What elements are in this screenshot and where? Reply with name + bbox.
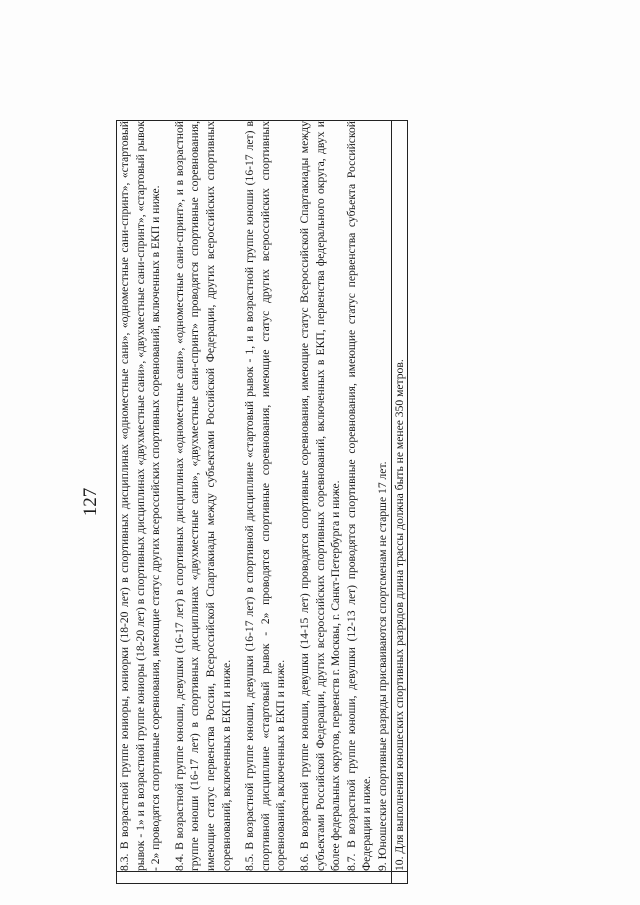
clause-spacer — [234, 121, 242, 871]
clause-spacer — [289, 121, 297, 871]
clause-8-5: 8.5. В возрастной группе юноши, девушки (16-17 лет) в спортивной дисциплине «стартовый рывок - 1, и в возрастной группе юноши (16-17 лет) в спортивной дисциплине «стартовый рывок - 2» проводятся спортивные соревнования, имеющие статус других всероссийских спортивных соревнований, включенных в ЕКП и ниже. — [243, 121, 288, 871]
table-margin-column — [117, 872, 392, 884]
table-margin-column — [391, 872, 408, 884]
clause-8-3: 8.3. В возрастной группе юниоры, юниорки (18-20 лет) в спортивных дисциплинах «одноместные сани», «одноместные сани-спринт», «стартовый рывок - 1» и в возрастной группе юниоры (18-20 лет) в спортивных дисциплинах «двухместные сани», «двухместные сани-спринт», «стартовый рывок - 2» проводятся спортивные соревнования, имеющие статус других всероссийских спортивных соревнований, включенных в ЕКП и ниже. — [118, 121, 163, 871]
clause-8-6: 8.6. В возрастной группе юноши, девушки (14-15 лет) проводятся спортивные соревнования, имеющие статус Всероссийской Спартакиады между субъектами Российской Федерации, других всероссийских спортивных соревнований, включенных в ЕКП, первенства федерального округа, двух и более федеральных округов, первенств г. Москвы, г. Санкт-Петербурга и ниже. — [297, 121, 343, 871]
table-row — [391, 121, 408, 884]
table-text-cell — [391, 121, 408, 872]
rules-table — [116, 120, 408, 884]
clause-8-4: 8.4. В возрастной группе юноши, девушки (16-17 лет) в спортивных дисциплинах «одноместные сани», «одноместные сани-спринт», и в возрастной группе юноши (16-17 лет) в спортивных дисциплинах «двухместные сани», «двухместные сани-спринт» проводятся спортивные соревнования, имеющие статус первенства России, Всероссийской Спартакиады между субъектами Российской Федерации, других всероссийских спортивных соревнований, включенных в ЕКП и ниже. — [172, 121, 233, 871]
clause-9: 9. Юношеские спортивные разряды присваиваются спортсменам не старше 17 лет. — [375, 461, 389, 871]
page-number: 127 — [80, 487, 101, 517]
clause-10: 10. Для выполнения юношеских спортивных разрядов длина трассы должна быть не менее 350 метров. — [392, 359, 406, 871]
clause-spacer — [164, 121, 172, 871]
clause-8-7: 8.7. В возрастной группе юноши, девушки (12-13 лет) проводятся спортивные соревнования, имеющие статус первенства субъекта Российской Федерации и ниже. — [344, 121, 374, 871]
table-row — [117, 121, 392, 884]
rotated-page-content — [68, 120, 460, 884]
table-text-cell — [117, 121, 392, 872]
